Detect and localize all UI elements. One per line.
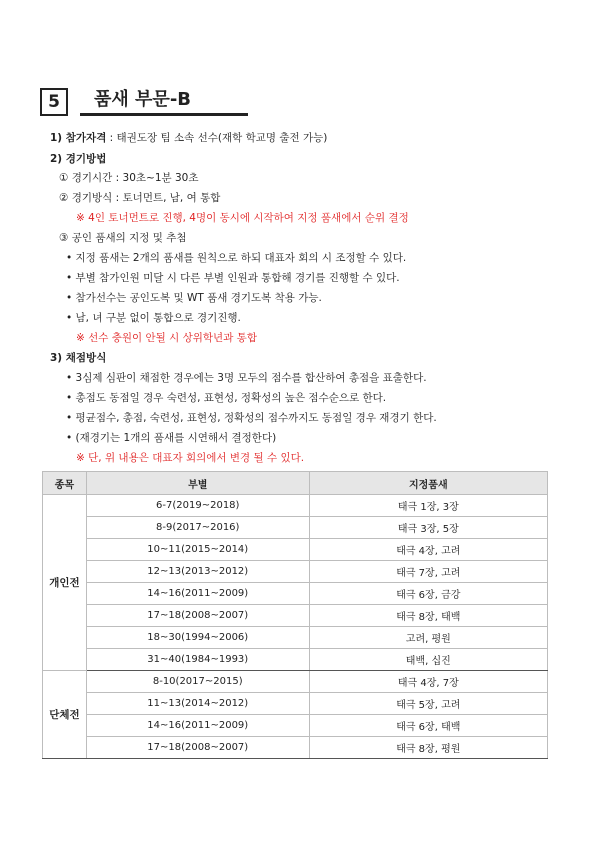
poomsae-cell: 태극 6장, 태백 (309, 715, 547, 737)
division-cell: 14~16(2011~2009) (86, 583, 309, 605)
poomsae-cell: 태극 5장, 고려 (309, 693, 547, 715)
header-event: 종목 (43, 472, 87, 495)
table-row (43, 517, 548, 539)
table-row (43, 605, 548, 627)
table-row (43, 649, 548, 671)
poomsae-cell: 태극 1장, 3장 (309, 495, 547, 517)
division-cell: 8-10(2017~2015) (86, 671, 309, 693)
table-row (43, 715, 548, 737)
table-row (43, 561, 548, 583)
division-cell: 14~16(2011~2009) (86, 715, 309, 737)
poomsae-cell: 태극 3장, 5장 (309, 517, 547, 539)
poomsae-cell: 태극 8장, 평원 (309, 737, 547, 759)
poomsae-cell: 태극 8장, 태백 (309, 605, 547, 627)
header-division: 부별 (86, 472, 309, 495)
division-cell: 8-9(2017~2016) (86, 517, 309, 539)
scoring-bullet: • 3심제 심판이 채점한 경우에는 3명 모두의 점수를 합산하여 총점을 표출한다. (66, 372, 427, 384)
rule-bullet: • 부별 참가인원 미달 시 다른 부별 인원과 통합해 경기를 진행할 수 있다. (66, 272, 400, 284)
poomsae-cell: 태극 4장, 고려 (309, 539, 547, 561)
tournament-note: ※ 4인 토너먼트로 진행, 4명이 동시에 시작하여 지정 품새에서 순위 결정 (76, 212, 409, 224)
section-title: 품새 부문-B (80, 88, 248, 116)
division-cell: 18~30(1994~2006) (86, 627, 309, 649)
eligibility-line (50, 131, 327, 145)
scoring-bullet: • 총점도 동점일 경우 숙련성, 표현성, 정확성의 높은 점수순으로 한다. (66, 392, 387, 404)
division-cell: 17~18(2008~2007) (86, 737, 309, 759)
table-row (43, 539, 548, 561)
change-note: ※ 단, 위 내용은 대표자 회의에서 변경 될 수 있다. (76, 452, 305, 464)
section-number: 5 (40, 88, 68, 116)
table-row (43, 583, 548, 605)
poomsae-cell: 태극 7장, 고려 (309, 561, 547, 583)
table-row (43, 627, 548, 649)
division-cell: 17~18(2008~2007) (86, 605, 309, 627)
method-heading: 2) 경기방법 (50, 153, 107, 165)
table-row (43, 693, 548, 715)
team-category: 단체전 (43, 671, 87, 759)
table-row (43, 671, 548, 693)
scoring-heading: 3) 채점방식 (50, 352, 107, 364)
header-poomsae: 지정품새 (309, 472, 547, 495)
designated-poomsae-table (42, 471, 548, 759)
rule-bullet: • 남, 녀 구분 없이 통합으로 경기진행. (66, 312, 241, 324)
match-format-line: ② 경기방식 : 토너먼트, 남, 여 통합 (59, 192, 221, 204)
match-time-line: ① 경기시간 : 30초~1분 30초 (59, 172, 199, 184)
division-cell: 11~13(2014~2012) (86, 693, 309, 715)
rule-bullet: • 참가선수는 공인도복 및 WT 품새 경기도복 착용 가능. (66, 292, 322, 304)
eligibility-text: : 태권도장 팀 소속 선수(재학 학교명 출전 가능) (106, 132, 328, 144)
poomsae-cell: 태백, 십진 (309, 649, 547, 671)
division-cell: 6-7(2019~2018) (86, 495, 309, 517)
poomsae-cell: 태극 6장, 금강 (309, 583, 547, 605)
division-cell: 31~40(1984~1993) (86, 649, 309, 671)
poomsae-cell: 고려, 평원 (309, 627, 547, 649)
table-row (43, 495, 548, 517)
scoring-bullet: • (재경기는 1개의 품새를 시연해서 결정한다) (66, 432, 277, 444)
eligibility-label: 1) 참가자격 (50, 132, 107, 144)
scoring-bullet: • 평균점수, 총점, 숙련성, 표현성, 정확성의 점수까지도 동점일 경우 재경기 한다. (66, 412, 437, 424)
poomsae-cell: 태극 4장, 7장 (309, 671, 547, 693)
individual-category: 개인전 (43, 495, 87, 671)
table-row (43, 737, 548, 759)
division-cell: 12~13(2013~2012) (86, 561, 309, 583)
merge-note: ※ 선수 충원이 안될 시 상위학년과 통합 (76, 332, 257, 344)
rule-bullet: • 지정 품새는 2개의 품새를 원칙으로 하되 대표자 회의 시 조정할 수 있다. (66, 252, 407, 264)
table-header-row (43, 472, 548, 495)
division-cell: 10~11(2015~2014) (86, 539, 309, 561)
poomsae-designation-line: ③ 공인 품새의 지정 및 추첨 (59, 232, 187, 244)
